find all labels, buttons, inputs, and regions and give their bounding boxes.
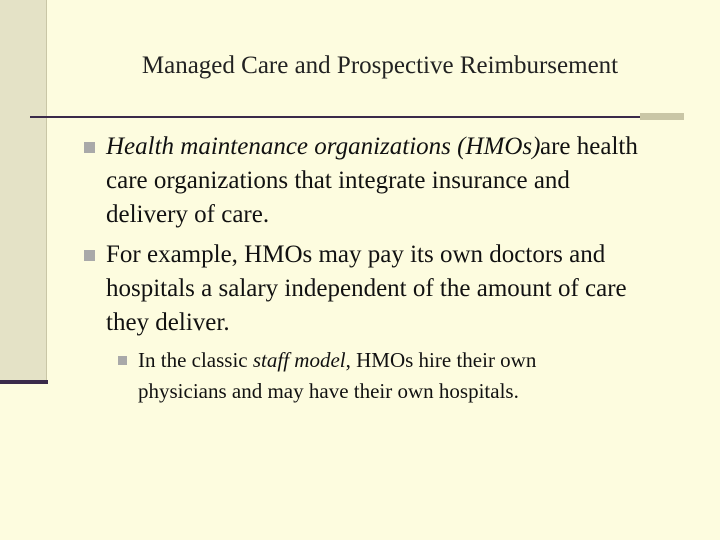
bullet-1-line-2: care organizations that integrate insurance and bbox=[106, 167, 570, 194]
bullet-square-icon bbox=[84, 142, 95, 153]
bullet-square-icon bbox=[84, 250, 95, 261]
bullet-2-line-2: hospitals a salary independent of the amount of care bbox=[106, 275, 627, 302]
sub-bullet-italic-term: staff model bbox=[252, 348, 346, 372]
bullet-1-lead: Health maintenance organizations (HMOs) bbox=[106, 133, 541, 160]
bullet-1-line-3: delivery of care. bbox=[106, 201, 270, 228]
sub-bullet-square-icon bbox=[118, 356, 127, 365]
bullet-1-overlap-text: are health bbox=[540, 133, 638, 160]
bullet-2-line-1: For example, HMOs may pay its own doctors and bbox=[106, 241, 606, 268]
sub-bullet-line-1 bbox=[138, 347, 536, 373]
sub-bullet-prefix: In the classic bbox=[138, 348, 253, 372]
slide-title: Managed Care and Prospective Reimbursement bbox=[141, 52, 619, 79]
bullet-2-line-3: they deliver. bbox=[106, 309, 230, 336]
sub-bullet-line-2: physicians and may have their own hospitals. bbox=[138, 379, 519, 403]
sub-bullet-suffix: , HMOs hire their own bbox=[345, 348, 537, 372]
